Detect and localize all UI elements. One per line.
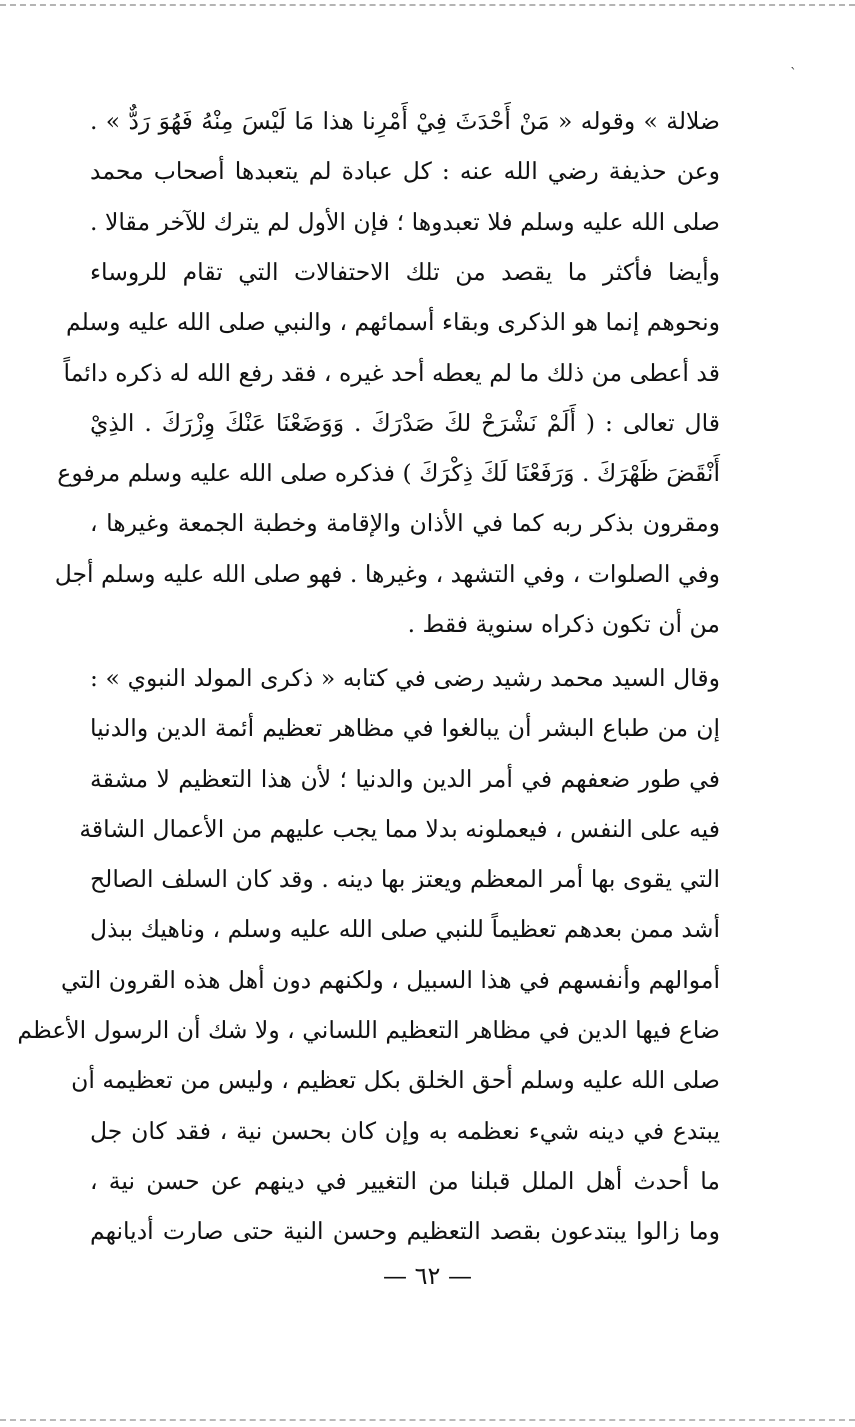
text-line: صلى الله عليه وسلم فلا تعبدوها ؛ فإن الأول لم يترك للآخر مقالا . [90, 207, 720, 236]
paragraph-2 [54, 247, 720, 649]
scan-edge-top [0, 4, 855, 6]
text-line: أَنْقَضَ ظَهْرَكَ . وَرَفَعْنَا لَكَ ذِكْرَكَ ) فذكره صلى الله عليه وسلم مرفوع [57, 459, 720, 488]
text-line: وفي الصلوات ، وفي التشهد ، وغيرها . فهو صلى الله عليه وسلم أجل [54, 559, 720, 588]
text-line: وعن حذيفة رضي الله عنه : كل عبادة لم يتعبدها أصحاب محمد [90, 157, 720, 186]
text-line: إن من طباع البشر أن يبالغوا في مظاهر تعظيم أئمة الدين والدنيا [90, 714, 720, 743]
text-line: ومقرون بذكر ربه كما في الأذان والإقامة وخطبة الجمعة وغيرها ، [90, 509, 720, 538]
text-line: قال تعالى : ( أَلَمْ نَشْرَحْ لكَ صَدْرَكَ . وَوَضَعْنَا عَنْكَ وِزْرَكَ . الذِيْ [90, 408, 720, 437]
text-line: أشد ممن بعدهم تعظيماً للنبي صلى الله عليه وسلم ، وناهيك ببذل [90, 915, 720, 944]
text-line: ضاع فيها الدين في مظاهر التعظيم اللساني ، ولا شك أن الرسول الأعظم [17, 1016, 720, 1045]
text-line: ونحوهم إنما هو الذكرى وبقاء أسمائهم ، والنبي صلى الله عليه وسلم [65, 308, 720, 337]
page-number: — ٦٢ — [382, 1262, 473, 1290]
text-line: قد أعطى من ذلك ما لم يعطه أحد غيره ، فقد رفع الله له ذكره دائماً [63, 358, 720, 387]
text-line: وما زالوا يبتدعون بقصد التعظيم وحسن النية حتى صارت أديانهم [90, 1217, 720, 1246]
text-line: التي يقوى بها أمر المعظم ويعتز بها دينه . وقد كان السلف الصالح [90, 865, 720, 894]
text-line: من أن تكون ذكراه سنوية فقط . [407, 610, 720, 639]
text-line: أموالهم وأنفسهم في هذا السبيل ، ولكنهم دون أهل هذه القرون التي [60, 965, 720, 994]
text-line: فيه على النفس ، فيعملونه بدلا مما يجب عليهم من الأعمال الشاقة [79, 814, 720, 843]
paragraph-3 [17, 653, 720, 1257]
text-line: في طور ضعفهم في أمر الدين والدنيا ؛ لأن هذا التعظيم لا مشقة [90, 764, 720, 793]
text-line: وأيضا فأكثر ما يقصد من تلك الاحتفالات التي تقام للروساء [90, 258, 720, 286]
paragraph-1 [90, 96, 720, 247]
ink-mark: ` [790, 66, 797, 82]
text-line: ما أحدث أهل الملل قبلنا من التغيير في دينهم عن حسن نية ، [90, 1166, 720, 1195]
text-line: صلى الله عليه وسلم أحق الخلق بكل تعظيم ، وليس من تعظيمه أن [71, 1066, 720, 1095]
scan-edge-bottom [0, 1419, 855, 1421]
text-line: ضلالة » وقوله « مَنْ أَحْدَثَ فِيْ أَمْرِنا هذا مَا لَيْسَ مِنْهُ فَهُوَ رَدٌّ » . [90, 107, 720, 135]
text-line: يبتدع في دينه شيء نعظمه به وإن كان بحسن نية ، فقد كان جل [90, 1116, 720, 1145]
text-line: وقال السيد محمد رشيد رضى في كتابه « ذكرى المولد النبوي » : [90, 664, 720, 692]
